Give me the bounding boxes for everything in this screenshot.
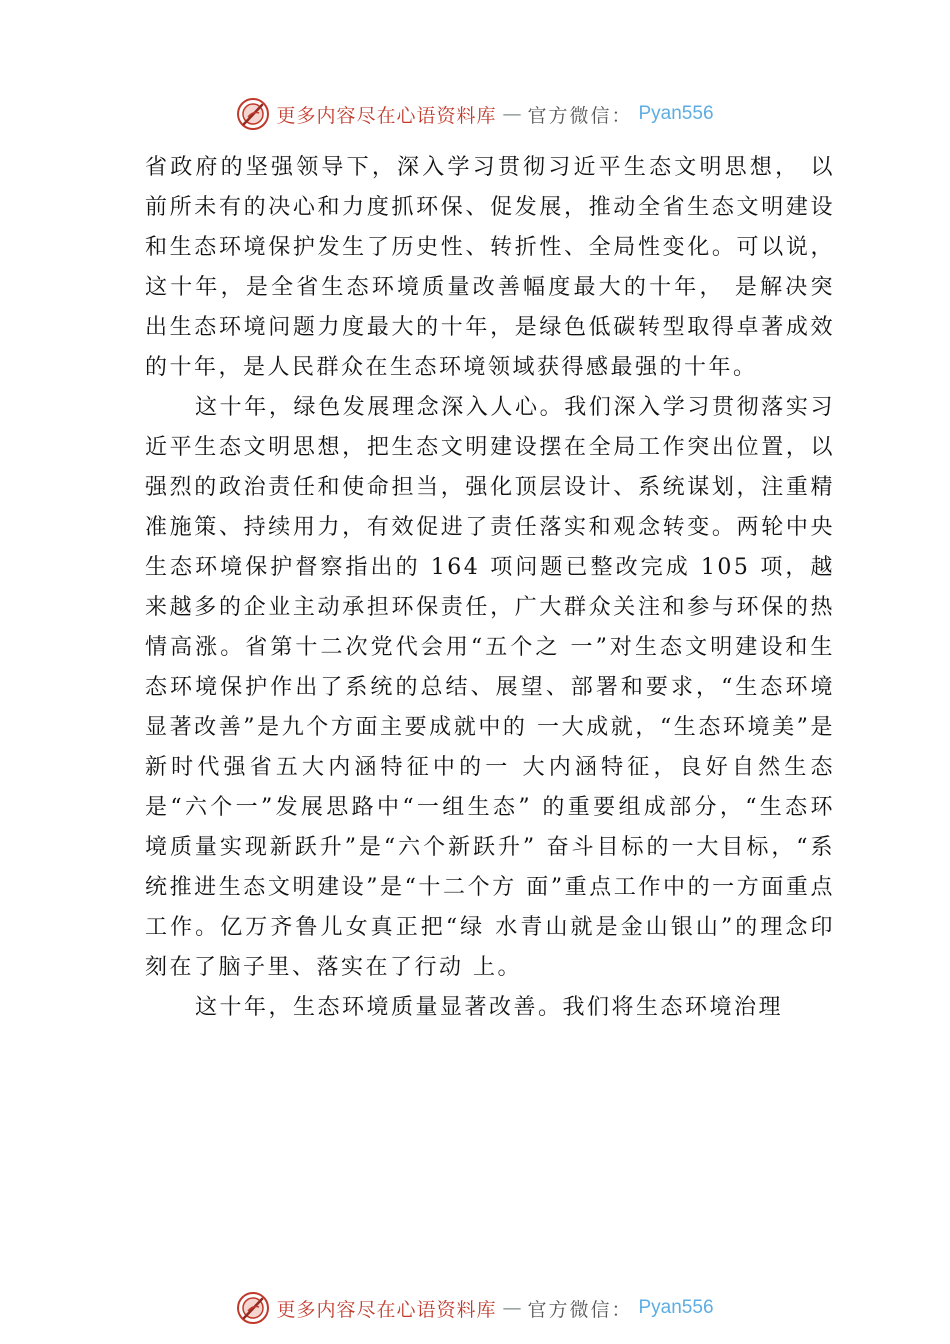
header-wechat-label: 官方微信：	[527, 104, 633, 127]
brand-logo-icon	[236, 1291, 270, 1325]
header-banner-text: 更多内容尽在心语资料库	[276, 104, 497, 127]
footer-banner	[0, 1288, 950, 1328]
header-banner-dash: —	[502, 103, 522, 125]
footer-banner-text: 更多内容尽在心语资料库	[276, 1298, 497, 1321]
footer-wechat-id: Pyan556	[638, 1297, 714, 1318]
footer-wechat-label: 官方微信：	[527, 1298, 633, 1321]
brand-logo-icon	[236, 97, 270, 131]
paragraph-3: 这十年，生态环境质量显著改善。我们将生态环境治理	[195, 995, 784, 1020]
paragraph-1: 省政府的坚强领导下，深入学习贯彻习近平生态文明思想， 以前所未有的决心和力度抓环保、促发展，推动全省生态文明建设和生态环境保护发生了历史性、转折性、全局性变化。可以说，这十年，是全省生态环境质量改善幅度最大的十年， 是解决突出生态环境问题力度最大的十年，是绿色低碳转型取得卓著成效的十年，是人民群众在生态环境领域获得感最强的十年。	[145, 155, 835, 380]
header-banner	[0, 94, 950, 134]
document-body	[145, 148, 835, 1028]
paragraph-2: 这十年，绿色发展理念深入人心。我们深入学习贯彻落实习近平生态文明思想，把生态文明建设摆在全局工作突出位置，以强烈的政治责任和使命担当，强化顶层设计、系统谋划，注重精准施策、持续用力，有效促进了责任落实和观念转变。两轮中央生态环境保护督察指出的 164 项问题已整改完成 105 项，越来越多的企业主动承担环保责任，广大群众关注和参与环保的热情高涨。省第十二次党代会用“五个之 一”对生态文明建设和生态环境保护作出了系统的总结、展望、部署和要求，“生态环境显著改善”是九个方面主要成就中的 一大成就，“生态环境美”是新时代强省五大内涵特征中的一 大内涵特征，良好自然生态是“六个一”发展思路中“一组生态” 的重要组成部分，“生态环境质量实现新跃升”是“六个新跃升” 奋斗目标的一大目标，“系统推进生态文明建设”是“十二个方 面”重点工作中的一方面重点工作。亿万齐鲁儿女真正把“绿 水青山就是金山银山”的理念印刻在了脑子里、落实在了行动 上。	[145, 395, 835, 980]
footer-banner-dash: —	[502, 1297, 522, 1319]
header-wechat-id: Pyan556	[638, 103, 714, 124]
